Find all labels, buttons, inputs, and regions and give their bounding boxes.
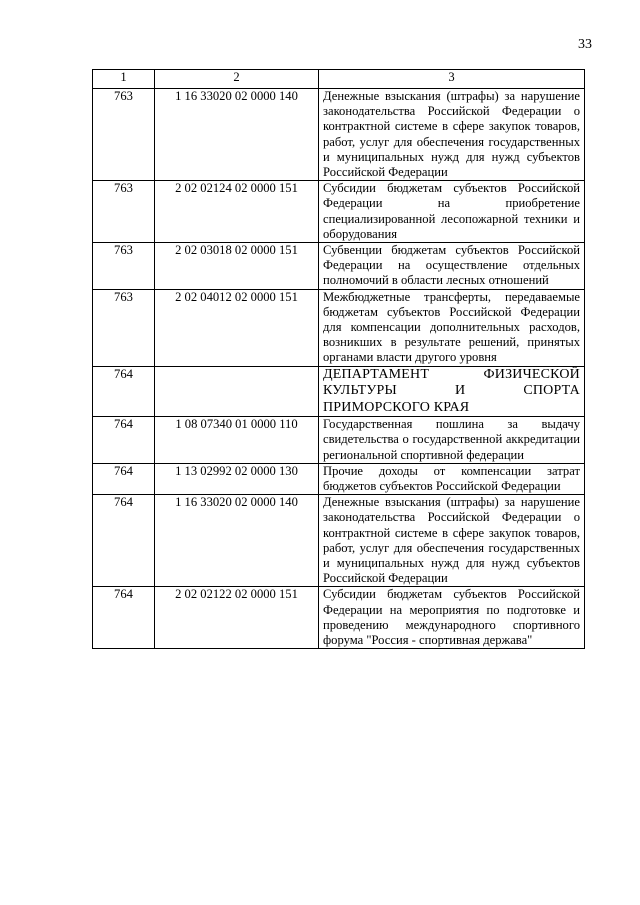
- revenue-code-cell: 2 02 04012 02 0000 151: [155, 289, 319, 366]
- department-title-cell: ДЕПАРТАМЕНТ ФИЗИЧЕСКОЙ КУЛЬТУРЫ И СПОРТА ПРИМОРСКОГО КРАЯ: [319, 366, 585, 417]
- admin-code-cell: 764: [93, 495, 155, 587]
- revenue-code-cell: 1 13 02992 02 0000 130: [155, 463, 319, 494]
- column-header-admin: 1: [93, 70, 155, 89]
- description-cell: Субсидии бюджетам субъектов Российской Федерации на мероприятия по подготовке и проведению международного спортивного форума "Россия - спортивная держава": [319, 587, 585, 649]
- page-number: 33: [578, 37, 592, 52]
- table-row: [93, 181, 585, 243]
- revenue-code-cell: 2 02 02122 02 0000 151: [155, 587, 319, 649]
- revenue-code-cell: [155, 366, 319, 417]
- description-cell: Денежные взыскания (штрафы) за нарушение законодательства Российской Федерации о контрактной системе в сфере закупок товаров, работ, услуг для обеспечения государственных и муниципальных нужд для нужд субъектов Российской Федерации: [319, 89, 585, 181]
- revenue-code-cell: 2 02 02124 02 0000 151: [155, 181, 319, 243]
- description-cell: Денежные взыскания (штрафы) за нарушение законодательства Российской Федерации о контрактной системе в сфере закупок товаров, работ, услуг для обеспечения государственных и муниципальных нужд для нужд субъектов Российской Федерации: [319, 495, 585, 587]
- admin-code-cell: 763: [93, 243, 155, 290]
- admin-code-cell: 764: [93, 587, 155, 649]
- admin-code-cell: 764: [93, 463, 155, 494]
- table-row: [93, 89, 585, 181]
- table-row: [93, 587, 585, 649]
- table-row: [93, 417, 585, 464]
- revenue-codes-table: [92, 69, 585, 649]
- description-cell: Государственная пошлина за выдачу свидетельства о государственной аккредитации региональной спортивной федерации: [319, 417, 585, 464]
- description-cell: Межбюджетные трансферты, передаваемые бюджетам субъектов Российской Федерации для компенсации дополнительных расходов, возникших в результате решений, принятых органами власти другого уровня: [319, 289, 585, 366]
- admin-code-cell: 763: [93, 181, 155, 243]
- description-cell: Субвенции бюджетам субъектов Российской Федерации на осуществление отдельных полномочий в области лесных отношений: [319, 243, 585, 290]
- table-row-department: [93, 366, 585, 417]
- description-cell: Субсидии бюджетам субъектов Российской Федерации на приобретение специализированной лесопожарной техники и оборудования: [319, 181, 585, 243]
- table-row: [93, 243, 585, 290]
- admin-code-cell: 763: [93, 289, 155, 366]
- table-row: [93, 495, 585, 587]
- table-row: [93, 463, 585, 494]
- revenue-code-cell: 1 08 07340 01 0000 110: [155, 417, 319, 464]
- admin-code-cell: 763: [93, 89, 155, 181]
- admin-code-cell: 764: [93, 417, 155, 464]
- column-header-description: 3: [319, 70, 585, 89]
- table-row: [93, 289, 585, 366]
- table-header-row: [93, 70, 585, 89]
- admin-code-cell: 764: [93, 366, 155, 417]
- revenue-code-cell: 1 16 33020 02 0000 140: [155, 495, 319, 587]
- description-cell: Прочие доходы от компенсации затрат бюджетов субъектов Российской Федерации: [319, 463, 585, 494]
- revenue-code-cell: 1 16 33020 02 0000 140: [155, 89, 319, 181]
- column-header-code: 2: [155, 70, 319, 89]
- revenue-code-cell: 2 02 03018 02 0000 151: [155, 243, 319, 290]
